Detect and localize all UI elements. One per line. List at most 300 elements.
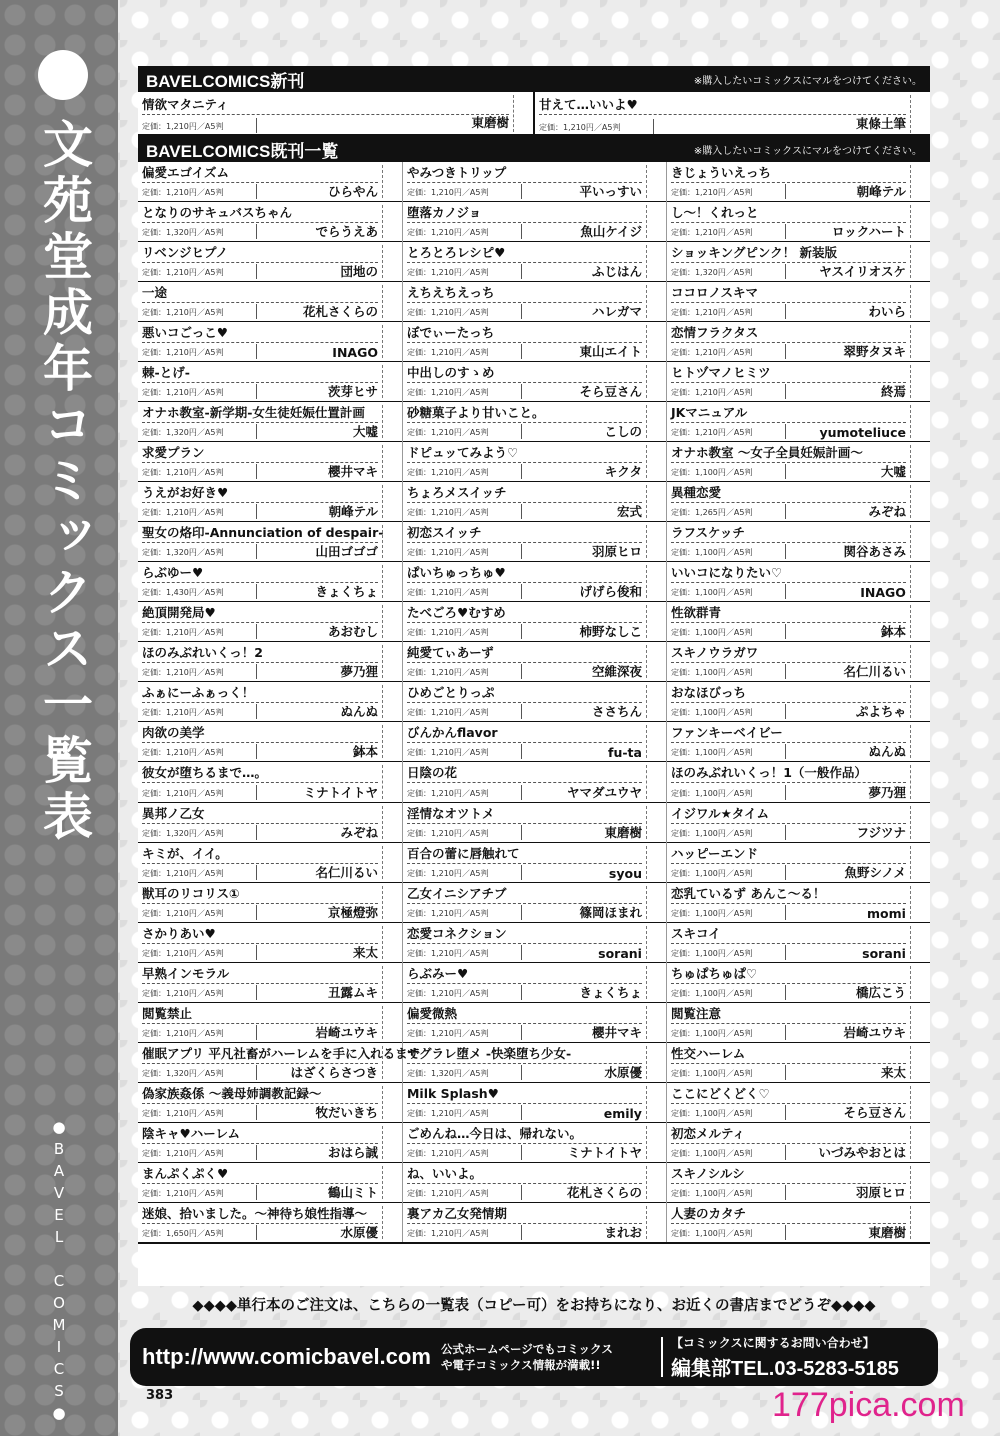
divider [521, 304, 522, 319]
check-box[interactable] [646, 1006, 662, 1039]
check-box[interactable] [646, 485, 662, 518]
book-author: 柿野なしこ [579, 624, 642, 640]
book-title: ココロノスキマ [671, 284, 906, 303]
check-box[interactable] [382, 806, 398, 839]
catalog-item [667, 722, 930, 762]
book-author: 櫻井マキ [591, 1024, 642, 1040]
contact-label: 【コミックスに関するお問い合わせ】 [671, 1335, 875, 1350]
book-price: 定価：1,210円／A5判 [670, 348, 753, 358]
check-box[interactable] [910, 846, 926, 879]
divider [785, 264, 786, 279]
book-title: 異邦ノ乙女 [142, 805, 378, 824]
book-title: ちょろメスイッチ [407, 484, 642, 503]
catalog-item [667, 522, 930, 562]
divider [785, 504, 786, 519]
book-author: 翠野タヌキ [843, 344, 906, 360]
book-price: 定価：1,210円／A5判 [406, 868, 489, 878]
divider [256, 1145, 257, 1160]
book-author: 羽原ヒロ [855, 1184, 906, 1200]
divider [521, 1225, 522, 1240]
book-title: 催眠アプリ 平凡社畜がハーレムを手に入れるまで [142, 1045, 378, 1064]
check-box[interactable] [646, 685, 662, 718]
check-box[interactable] [646, 245, 662, 278]
book-title: 偏愛エゴイズム [142, 164, 378, 183]
check-box[interactable] [910, 285, 926, 318]
divider [521, 1145, 522, 1160]
check-box[interactable] [646, 1166, 662, 1199]
book-title: きじょういえっち [671, 164, 906, 183]
book-price: 定価：1,100円／A5判 [670, 1228, 753, 1238]
book-author: 丑露ムキ [327, 984, 378, 1000]
divider [521, 184, 522, 199]
check-box[interactable] [382, 525, 398, 558]
back-section-note: ※購入したいコミックスにマルをつけてください。 [693, 145, 922, 157]
divider [521, 624, 522, 639]
book-author: 東條土筆 [855, 116, 906, 131]
check-box[interactable] [382, 886, 398, 919]
catalog-item [403, 362, 666, 402]
check-box[interactable] [382, 1006, 398, 1039]
catalog-item [403, 242, 666, 282]
book-title: 早熟インモラル [142, 965, 378, 984]
catalog-item [667, 1043, 930, 1083]
divider [256, 304, 257, 319]
book-author: 花札さくらの [566, 1184, 642, 1200]
check-box[interactable] [382, 365, 398, 398]
catalog-item [138, 1043, 421, 1083]
book-author: 来太 [352, 944, 378, 960]
book-price: 定価：1,210円／A5判 [406, 1148, 489, 1158]
divider [256, 865, 257, 880]
book-price: 定価：1,100円／A5判 [670, 988, 753, 998]
divider [256, 424, 257, 439]
check-box[interactable] [910, 565, 926, 598]
check-box[interactable] [382, 1046, 398, 1079]
catalog-item [138, 1123, 402, 1163]
check-box[interactable] [646, 846, 662, 879]
catalog-item [667, 402, 930, 442]
check-box[interactable] [646, 605, 662, 638]
check-box[interactable] [910, 95, 926, 133]
catalog-item [403, 1203, 666, 1242]
book-price: 定価：1,210円／A5判 [670, 188, 753, 198]
book-price: 定価：1,210円／A5判 [406, 268, 489, 278]
book-price: 定価：1,210円／A5判 [406, 748, 489, 758]
check-box[interactable] [646, 806, 662, 839]
book-author: INAGO [332, 345, 378, 361]
check-box[interactable] [382, 1086, 398, 1119]
book-price: 定価：1,210円／A5判 [406, 708, 489, 718]
book-author: ささちん [591, 704, 642, 720]
book-price: 定価：1,100円／A5判 [670, 468, 753, 478]
check-box[interactable] [910, 485, 926, 518]
divider [256, 1105, 257, 1120]
book-price: 定価：1,210円／A5判 [406, 1028, 489, 1038]
check-box[interactable] [382, 405, 398, 438]
catalog-item [138, 482, 402, 522]
book-title: やみつきトリップ [407, 164, 642, 183]
book-price: 定価：1,210円／A5判 [142, 748, 224, 758]
check-box[interactable] [646, 525, 662, 558]
check-box[interactable] [382, 205, 398, 238]
book-title: 恋情フラクタス [671, 324, 906, 343]
check-box[interactable] [646, 1086, 662, 1119]
catalog-column [402, 162, 666, 1242]
divider [521, 344, 522, 359]
book-author: ぬんぬ [340, 704, 378, 720]
catalog-item [403, 883, 666, 923]
book-price: 定価：1,210円／A5判 [406, 908, 489, 918]
book-author: ミナトイトヤ [303, 784, 378, 800]
catalog-item [403, 642, 666, 682]
book-price: 定価：1,210円／A5判 [142, 708, 224, 718]
new-release-item [535, 92, 930, 136]
check-box[interactable] [382, 485, 398, 518]
check-box[interactable] [910, 966, 926, 999]
book-title: 閲覧注意 [671, 1005, 906, 1024]
divider [785, 1065, 786, 1080]
catalog-item [403, 963, 666, 1003]
book-price: 定価：1,210円／A5判 [406, 348, 489, 358]
book-author: ふじはん [591, 264, 642, 280]
divider [256, 584, 257, 599]
check-box[interactable] [646, 645, 662, 678]
check-box[interactable] [382, 966, 398, 999]
check-box[interactable] [513, 95, 529, 132]
check-box[interactable] [382, 565, 398, 598]
check-box[interactable] [646, 165, 662, 198]
book-price: 定価：1,100円／A5判 [670, 868, 753, 878]
book-price: 定価：1,210円／A5判 [142, 668, 224, 678]
check-box[interactable] [382, 445, 398, 478]
divider [521, 785, 522, 800]
book-author: 櫻井マキ [327, 464, 378, 480]
book-price: 定価：1,100円／A5判 [670, 1028, 753, 1038]
book-title: えちえちえっち [407, 284, 642, 303]
check-box[interactable] [646, 966, 662, 999]
book-author: 鉢本 [352, 744, 378, 760]
check-box[interactable] [646, 445, 662, 478]
book-title: リベンジヒプノ [142, 244, 378, 263]
book-author: 来太 [880, 1064, 906, 1080]
book-title: 中出しのすゝめ [407, 364, 642, 383]
book-title: 日陰の花 [407, 764, 642, 783]
book-title: 閲覧禁止 [142, 1005, 378, 1024]
check-box[interactable] [382, 285, 398, 318]
book-author: 京極燈弥 [327, 904, 378, 920]
catalog-item [138, 642, 402, 682]
check-box[interactable] [646, 405, 662, 438]
book-author: 水原優 [604, 1064, 642, 1080]
book-title: 初恋メルティ [671, 1125, 906, 1144]
catalog-item [138, 322, 402, 362]
book-title: 肉欲の美学 [142, 724, 378, 743]
check-box[interactable] [910, 1166, 926, 1199]
check-box[interactable] [382, 165, 398, 198]
divider [256, 624, 257, 639]
order-note: ◆◆◆◆単行本のご注文は、こちらの一覧表（コピー可）をお持ちになり、お近くの書店までどうぞ◆◆◆◆ [192, 1298, 876, 1314]
book-author: みぞね [868, 504, 906, 520]
book-title: 恋乳ているず あんこ～る！ [671, 885, 906, 904]
check-box[interactable] [646, 1126, 662, 1159]
book-title: 人妻のカタチ [671, 1205, 906, 1224]
check-box[interactable] [910, 765, 926, 798]
book-title: 恋愛コネクション [407, 925, 642, 944]
book-author: キクタ [604, 464, 642, 480]
book-price: 定価：1,210円／A5判 [142, 348, 224, 358]
divider [521, 825, 522, 840]
book-author: 花札さくらの [302, 304, 378, 320]
catalog-item [138, 1203, 402, 1242]
book-title: らぶゆー♥ [142, 564, 378, 583]
divider [521, 584, 522, 599]
check-box[interactable] [910, 1206, 926, 1239]
divider [521, 664, 522, 679]
book-title: ふぁにーふぁっく！ [142, 684, 378, 703]
book-title: まんぷくぷく♥ [142, 1165, 378, 1184]
book-author: 平いっすい [579, 184, 642, 200]
book-title: ここにどくどく♡ [671, 1085, 906, 1104]
check-box[interactable] [910, 525, 926, 558]
book-price: 定価：1,210円／A5判 [406, 828, 489, 838]
catalog-item [403, 522, 666, 562]
check-box[interactable] [910, 725, 926, 758]
catalog-item [138, 963, 402, 1003]
book-price: 定価：1,210円／A5判 [406, 1188, 489, 1198]
divider [256, 1065, 257, 1080]
book-price: 定価：1,320円／A5判 [142, 428, 224, 438]
book-author: emily [603, 1105, 642, 1121]
check-box[interactable] [910, 365, 926, 398]
book-price: 定価：1,210円／A5判 [142, 308, 224, 318]
divider [521, 905, 522, 920]
book-author: ヤスイリオスケ [819, 264, 906, 280]
check-box[interactable] [910, 1086, 926, 1119]
book-title: スキノシルシ [671, 1165, 906, 1184]
catalog-item [667, 602, 930, 642]
check-box[interactable] [646, 205, 662, 238]
book-price: 定価：1,210円／A5判 [142, 1188, 224, 1198]
check-box[interactable] [910, 685, 926, 718]
catalog-item [138, 562, 402, 602]
check-box[interactable] [646, 565, 662, 598]
check-box[interactable] [382, 1166, 398, 1199]
divider [785, 384, 786, 399]
divider [256, 464, 257, 479]
book-price: 定価：1,100円／A5判 [670, 668, 753, 678]
divider [256, 384, 257, 399]
divider [785, 1225, 786, 1240]
book-author: 東磨樹 [868, 1224, 906, 1240]
divider [521, 504, 522, 519]
check-box[interactable] [382, 846, 398, 879]
check-box[interactable] [646, 725, 662, 758]
book-price: 定価：1,210円／A5判 [406, 668, 489, 678]
check-box[interactable] [910, 605, 926, 638]
catalog-item [403, 843, 666, 883]
book-author: おはら誠 [327, 1144, 378, 1160]
book-author: でらうえあ [315, 224, 378, 240]
book-price: 定価：1,210円／A5判 [406, 548, 489, 558]
book-title: ファンキーベイビー [671, 724, 906, 743]
book-title: 性欲群青 [671, 604, 906, 623]
check-box[interactable] [910, 645, 926, 678]
divider [785, 985, 786, 1000]
divider [256, 704, 257, 719]
check-box[interactable] [646, 365, 662, 398]
check-box[interactable] [382, 725, 398, 758]
check-box[interactable] [382, 1126, 398, 1159]
divider [521, 1065, 522, 1080]
catalog-item [403, 1043, 666, 1083]
book-title: 性交ハーレム [671, 1045, 906, 1064]
divider [521, 1025, 522, 1040]
website-link[interactable]: http://www.comicbavel.com [142, 1344, 431, 1369]
divider [521, 865, 522, 880]
book-price: 定価：1,210円／A5判 [406, 468, 489, 478]
book-title: Milk Splash♥ [407, 1085, 642, 1104]
back-section-header [138, 136, 930, 162]
check-box[interactable] [910, 205, 926, 238]
book-price: 定価：1,210円／A5判 [142, 868, 224, 878]
book-title: 異種恋愛 [671, 484, 906, 503]
catalog-item [403, 562, 666, 602]
catalog-item [138, 762, 402, 802]
catalog-item [667, 642, 930, 682]
book-title: し～！くれっと [671, 204, 906, 223]
catalog-item [403, 923, 666, 963]
book-price: 定価：1,100円／A5判 [670, 588, 753, 598]
check-box[interactable] [382, 1206, 398, 1239]
catalog-item [138, 282, 402, 322]
book-price: 定価：1,210円／A5判 [670, 428, 753, 438]
book-price: 定価：1,210円／A5判 [406, 988, 489, 998]
book-price: 定価：1,210円／A5判 [142, 948, 224, 958]
check-box[interactable] [910, 806, 926, 839]
book-title: 棘-とげ- [142, 364, 378, 383]
divider [521, 1185, 522, 1200]
divider [521, 544, 522, 559]
check-box[interactable] [910, 405, 926, 438]
book-price: 定価：1,430円／A5判 [142, 588, 224, 598]
book-title: 悪いコごっこ♥ [142, 324, 378, 343]
book-price: 定価：1,320円／A5判 [142, 548, 224, 558]
catalog-item [403, 1123, 666, 1163]
catalog-item [667, 843, 930, 883]
book-title: イジワル★タイム [671, 805, 906, 824]
divider [785, 1185, 786, 1200]
book-title: 求愛プラン [142, 444, 378, 463]
book-title: ごめんね…今日は、帰れない。 [407, 1125, 642, 1144]
book-author: 岩崎ユウキ [843, 1024, 906, 1040]
book-price: 定価：1,210円／A5判 [406, 788, 489, 798]
book-title: 迷娘、拾いました。～神待ち娘性指導～ [142, 1205, 378, 1224]
divider [256, 905, 257, 920]
check-box[interactable] [910, 165, 926, 198]
divider [521, 224, 522, 239]
check-box[interactable] [382, 765, 398, 798]
book-author: 終焉 [880, 384, 906, 400]
book-price: 定価：1,210円／A5判 [142, 988, 224, 998]
book-author: はざくらさつき [290, 1064, 378, 1080]
book-title: 陰キャ♥ハーレム [142, 1125, 378, 1144]
divider [653, 119, 654, 134]
book-price: 定価：1,210円／A5判 [142, 388, 224, 398]
book-price: 定価：1,210円／A5判 [142, 628, 224, 638]
divider [785, 905, 786, 920]
check-box[interactable] [910, 325, 926, 358]
check-box[interactable] [910, 886, 926, 919]
check-box[interactable] [382, 685, 398, 718]
book-price: 定価：1,210円／A5判 [406, 588, 489, 598]
check-box[interactable] [910, 445, 926, 478]
check-box[interactable] [382, 325, 398, 358]
check-box[interactable] [646, 926, 662, 959]
book-author: sorani [862, 945, 906, 961]
check-box[interactable] [910, 245, 926, 278]
circle-icon [38, 50, 88, 100]
check-box[interactable] [646, 325, 662, 358]
book-price: 定価：1,210円／A5判 [142, 908, 224, 918]
check-box[interactable] [910, 1126, 926, 1159]
check-box[interactable] [910, 1046, 926, 1079]
book-price: 定価：1,100円／A5判 [670, 1148, 753, 1158]
divider [521, 704, 522, 719]
check-box[interactable] [910, 926, 926, 959]
check-box[interactable] [646, 886, 662, 919]
book-price: 定価：1,100円／A5判 [670, 1068, 753, 1078]
book-title: オナホ教室-新学期-女生徒妊娠仕置計画 [142, 404, 378, 423]
divider [785, 184, 786, 199]
check-box[interactable] [910, 1006, 926, 1039]
book-author: ハレガマ [591, 304, 642, 320]
check-box[interactable] [646, 765, 662, 798]
book-author: まれお [604, 1224, 642, 1240]
book-author: 水原優 [340, 1224, 378, 1240]
book-author: きょくちょ [579, 984, 642, 1000]
book-title: JKマニュアル [671, 404, 906, 423]
catalog-item [667, 1163, 930, 1203]
catalog-item [403, 722, 666, 762]
divider [785, 1025, 786, 1040]
book-author: 朝峰テル [328, 504, 378, 520]
check-box[interactable] [646, 285, 662, 318]
book-author: ぬんぬ [868, 744, 906, 760]
check-box[interactable] [382, 645, 398, 678]
new-section-title: BAVELCOMICS新刊 [146, 71, 305, 91]
book-price: 定価：1,100円／A5判 [670, 788, 753, 798]
book-title: さかりあい♥ [142, 925, 378, 944]
catalog-item [403, 442, 666, 482]
book-title: ぱいちゅっちゅ♥ [407, 564, 642, 583]
divider [785, 1105, 786, 1120]
divider [785, 664, 786, 679]
book-price: 定価：1,210円／A5判 [406, 948, 489, 958]
book-title: 百合の蕾に唇触れて [407, 845, 642, 864]
book-price: 定価：1,210円／A5判 [670, 388, 753, 398]
check-box[interactable] [382, 926, 398, 959]
check-box[interactable] [382, 605, 398, 638]
divider [256, 224, 257, 239]
book-author: 大嘘 [880, 464, 906, 480]
divider [785, 825, 786, 840]
check-box[interactable] [646, 1046, 662, 1079]
comics-list-panel [138, 66, 930, 1286]
catalog-column [666, 162, 930, 1242]
check-box[interactable] [382, 245, 398, 278]
check-box[interactable] [646, 1206, 662, 1239]
catalog-item [667, 242, 930, 282]
